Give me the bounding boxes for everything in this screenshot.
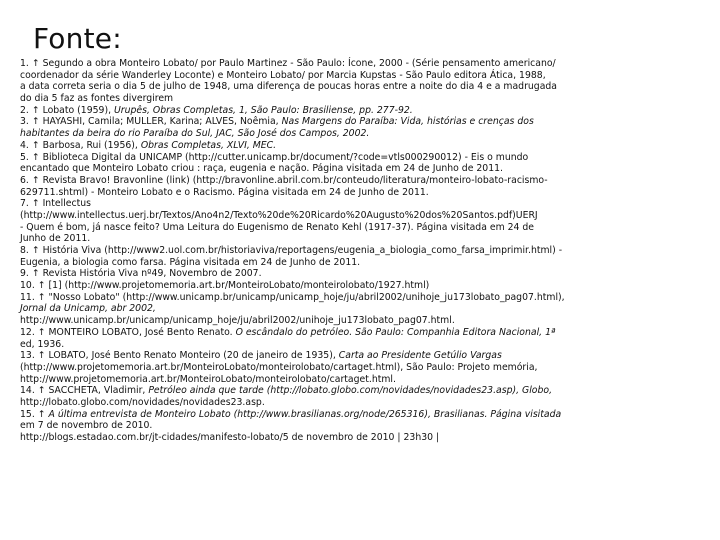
- reference-1-line-3: a data correta seria o dia 5 de julho de 1948, uma diferença de poucas horas entre a noite do dia 4 e a madrugada: [20, 81, 557, 93]
- reference-2-text: 2. ↑ Lobato (1959),: [20, 104, 114, 116]
- reference-13-italic: Carta ao Presidente Getúlio Vargas: [338, 350, 502, 362]
- reference-7-line-4: Junho de 2011.: [20, 233, 91, 245]
- reference-13-text: 13. ↑ LOBATO, José Bento Renato Monteiro (20 de janeiro de 1935),: [20, 350, 339, 362]
- reference-16: http://blogs.estadao.com.br/jt-cidades/manifesto-lobato/5 de novembro de 2010 | 23h30 |: [20, 432, 440, 443]
- page-title: Fonte:: [33, 22, 122, 55]
- reference-14-italic: Petróleo ainda que tarde (http://lobato.globo.com/novidades/novidades23.asp), Globo,: [148, 385, 553, 397]
- reference-11-line-3: http://www.unicamp.br/unicamp/unicamp_hoje/ju/abril2002/unihoje_ju173lobato_pag07.html.: [20, 315, 455, 327]
- reference-6-line-2: 629711.shtml) - Monteiro Lobato e o Racismo. Página visitada em 24 de Junho de 2011.: [20, 186, 429, 198]
- reference-list: [20, 58, 708, 444]
- reference-1-line-4: do dia 5 faz as fontes divergirem: [20, 93, 174, 105]
- reference-6-line-1: 6. ↑ Revista Bravo! Bravonline (link) (http://bravonline.abril.com.br/conteudo/literatura/monteiro-lobato-racismo-: [20, 174, 548, 186]
- reference-3-line-1: [20, 116, 708, 128]
- reference-7-line-3: - Quem é bom, já nasce feito? Uma Leitura do Eugenismo de Renato Kehl (1917-37). Página visitada em 24 de: [20, 221, 534, 233]
- reference-3-line-2: habitantes da beira do rio Paraíba do Sul, JAC, São José dos Campos, 2002.: [20, 128, 370, 140]
- reference-7-line-1: 7. ↑ Intellectus: [20, 198, 91, 210]
- reference-15-text: 15. ↑: [20, 408, 49, 420]
- reference-3-text: 3. ↑ HAYASHI, Camila; MULLER, Karina; ALVES, Noêmia,: [20, 116, 282, 128]
- reference-14-line-1: [20, 385, 708, 397]
- reference-9: 9. ↑ Revista História Viva nº49, Novembro de 2007.: [20, 268, 262, 280]
- reference-8-line-2: Eugenia, a biologia como farsa. Página visitada em 24 de Junho de 2011.: [20, 256, 361, 268]
- reference-5-line-2: encantado que Monteiro Lobato criou : raça, eugenia e nação. Página visitada em 24 de Junho de 2011.: [20, 163, 503, 175]
- reference-10: 10. ↑ [1] (http://www.projetomemoria.art.br/MonteiroLobato/monteirolobato/1927.html): [20, 280, 430, 292]
- reference-13-line-2: (http://www.projetomemoria.art.br/MonteiroLobato/monteirolobato/cartaget.html), São Paulo: Projeto memória,: [20, 361, 538, 373]
- reference-8-line-1: 8. ↑ História Viva (http://www2.uol.com.br/historiaviva/reportagens/eugenia_a_biologia_como_farsa_imprimir.html) -: [20, 245, 563, 256]
- reference-3-italic-1: Nas Margens do Paraíba: Vida, histórias e crenças dos: [281, 116, 534, 128]
- reference-2-italic: Urupês, Obras Completas, 1, São Paulo: Brasiliense, pp. 277-92.: [114, 104, 413, 116]
- reference-14-text: 14. ↑ SACCHETA, Vladimir,: [20, 385, 149, 397]
- reference-12-text: 12. ↑ MONTEIRO LOBATO, José Bento Renato.: [20, 326, 236, 338]
- reference-12-line-1: [20, 327, 708, 339]
- reference-11-line-1: 11. ↑ "Nosso Lobato" (http://www.unicamp.br/unicamp/unicamp_hoje/ju/abril2002/unihoje_ju173lobato_pag07.html),: [20, 291, 565, 303]
- reference-13-line-1: [20, 350, 708, 362]
- reference-15-line-1: [20, 409, 708, 421]
- reference-12-italic: O escândalo do petróleo. São Paulo: Companhia Editora Nacional, 1ª: [235, 326, 556, 338]
- reference-7-line-2: (http://www.intellectus.uerj.br/Textos/Ano4n2/Texto%20de%20Ricardo%20Augusto%20dos%20Santos.pdf)UERJ: [20, 209, 538, 221]
- reference-5-line-1: 5. ↑ Biblioteca Digital da UNICAMP (http://cutter.unicamp.br/document/?code=vtls000290012) - Eis o mundo: [20, 151, 529, 163]
- reference-15-line-2: em 7 de novembro de 2010.: [20, 420, 153, 432]
- reference-11-line-2: Jornal da Unicamp, abr 2002,: [20, 303, 156, 315]
- reference-14-line-2: http://lobato.globo.com/novidades/novidades23.asp.: [20, 396, 265, 408]
- reference-1-line-2: coordenador da série Wanderley Loconte) e Monteiro Lobato/ por Marcia Kupstas - São Paulo editora Ática, 1988,: [20, 69, 546, 81]
- reference-15-italic: A última entrevista de Monteiro Lobato (http://www.brasilianas.org/node/265316), Brasilianas. Página visitada: [48, 408, 562, 420]
- reference-2: [20, 105, 708, 117]
- reference-13-line-3: http://www.projetomemoria.art.br/MonteiroLobato/monteirolobato/cartaget.html.: [20, 373, 396, 385]
- reference-4: [20, 140, 708, 152]
- reference-4-text: 4. ↑ Barbosa, Rui (1956),: [20, 139, 141, 151]
- reference-1-line-1: 1. ↑ Segundo a obra Monteiro Lobato/ por Paulo Martinez - São Paulo: Ícone, 2000 - (Série pensamento americano/: [20, 58, 556, 69]
- reference-4-italic: Obras Completas, XLVI, MEC.: [140, 139, 277, 151]
- reference-12-line-2: ed, 1936.: [20, 338, 65, 350]
